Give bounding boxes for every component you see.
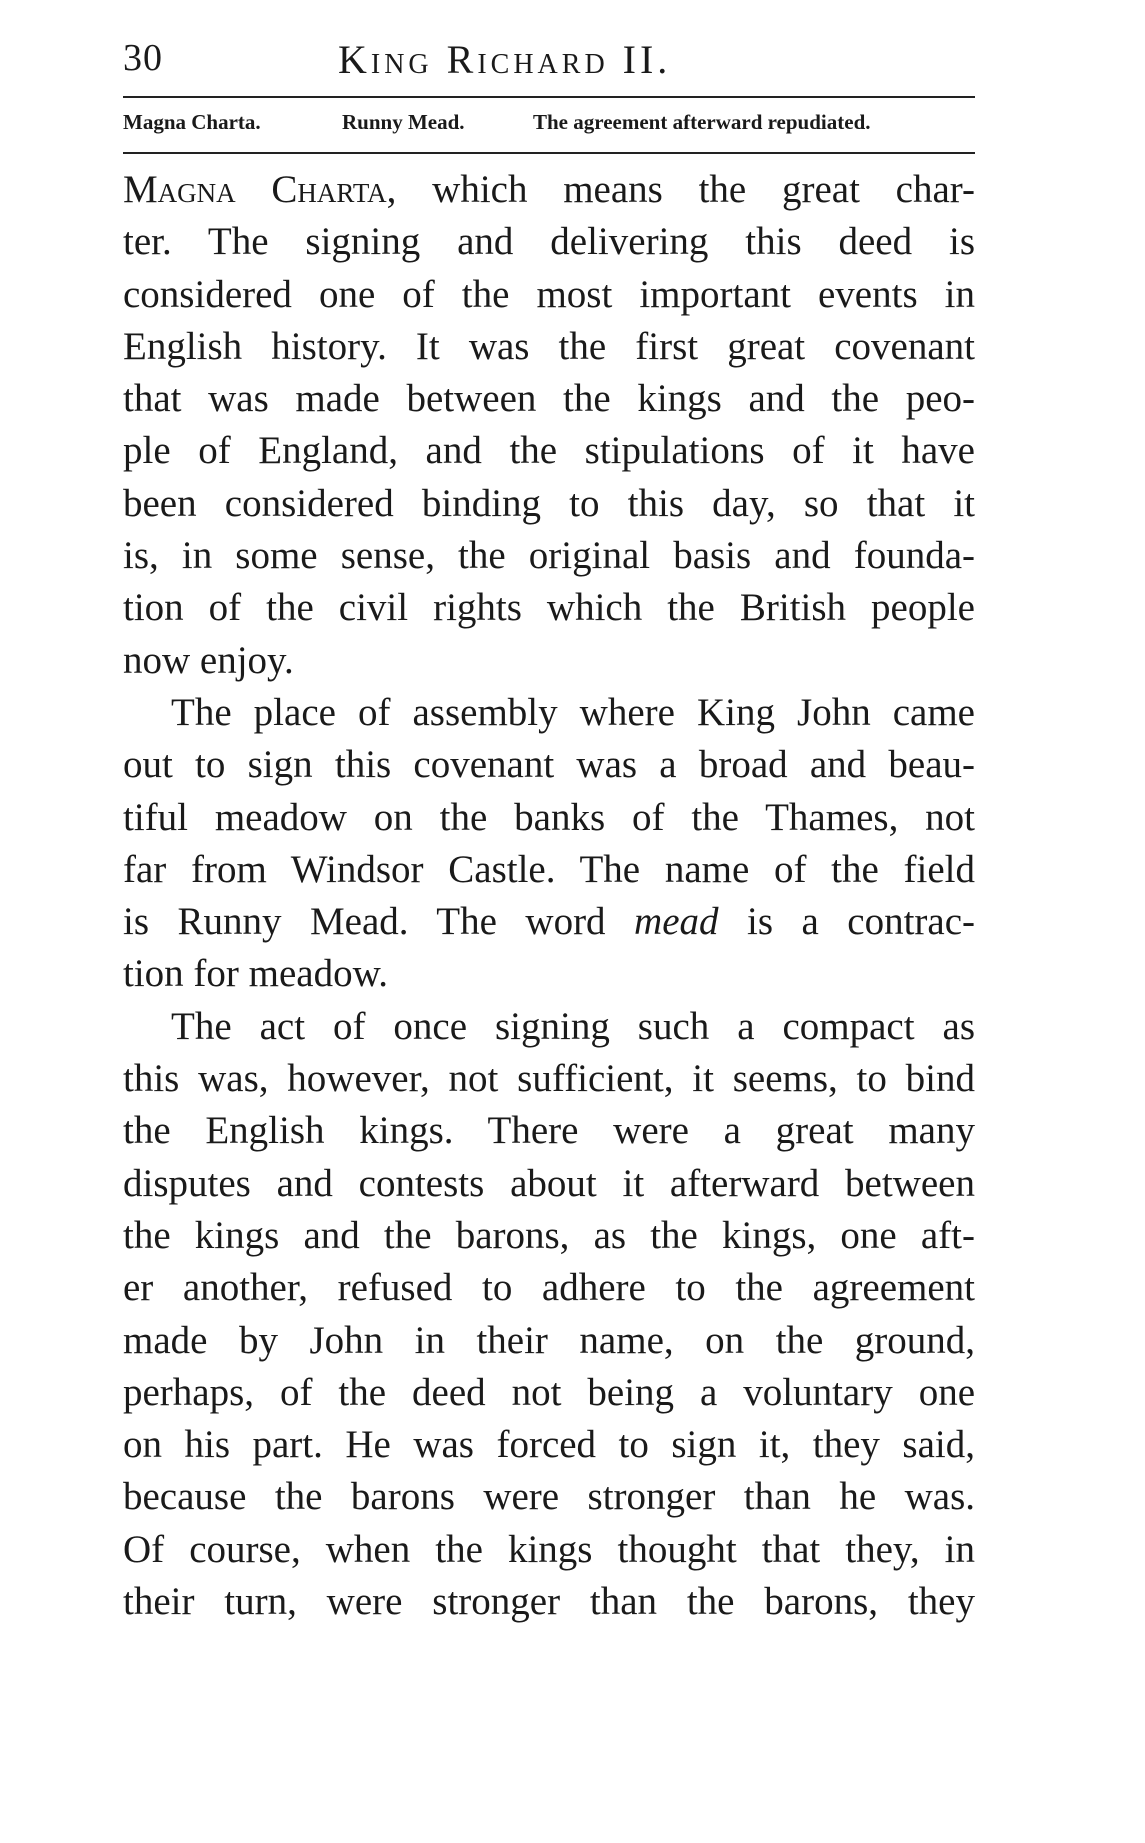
text-fragment: which means the great char- [432, 168, 975, 211]
text-line: the kings and the barons, as the kings, one aft- [123, 1213, 975, 1257]
text-line: because the barons were stronger than he was. [123, 1475, 975, 1519]
header-rule-bottom [123, 152, 975, 154]
text-line: Of course, when the kings thought that they, in [123, 1527, 975, 1571]
text-line: is, in some sense, the original basis and founda- [123, 534, 975, 578]
text-line: ter. The signing and delivering this deed is [123, 220, 975, 264]
text-line: the English kings. There were a great many [123, 1109, 975, 1153]
book-title: King Richard II. [338, 37, 672, 82]
text-line: far from Windsor Castle. The name of the field [123, 847, 975, 891]
text-line: considered one of the most important events in [123, 272, 975, 316]
topic-magna-charta: Magna Charta. [123, 110, 261, 134]
text-fragment: is Runny Mead. [123, 900, 409, 944]
text-line: tiful meadow on the banks of the Thames, not [123, 795, 975, 839]
text-line: ple of England, and the stipulations of it have [123, 429, 975, 473]
text-fragment: The word [436, 900, 606, 944]
body-text [123, 164, 975, 1628]
text-line: er another, refused to adhere to the agreement [123, 1266, 975, 1310]
running-head [123, 30, 975, 90]
lead-word: Charta, [271, 168, 397, 211]
paragraph-1 [123, 164, 975, 687]
italic-term: mead [634, 900, 719, 944]
text-fragment: is a contrac- [747, 900, 976, 944]
text-line: on his part. He was forced to sign it, they said, [123, 1423, 975, 1467]
text-line [123, 164, 975, 216]
text-line: disputes and contests about it afterward between [123, 1161, 975, 1205]
topic-agreement-repudiated: The agreement afterward repudiated. [533, 110, 871, 134]
text-line: their turn, were stronger than the barons, they [123, 1580, 975, 1624]
text-line: this was, however, not sufficient, it seems, to bind [123, 1057, 975, 1101]
paragraph-2 [123, 687, 975, 1001]
text-line: that was made between the kings and the peo- [123, 377, 975, 421]
text-line: English history. It was the first great covenant [123, 324, 975, 368]
text-line: perhaps, of the deed not being a voluntary one [123, 1370, 975, 1414]
page-number: 30 [123, 37, 163, 79]
text-line: now enjoy. [123, 638, 294, 682]
text-line: been considered binding to this day, so that it [123, 481, 975, 525]
paragraph-3 [123, 1001, 975, 1629]
topic-headline [123, 110, 975, 144]
text-line: The act of once signing such a compact as [171, 1004, 975, 1048]
text-line: The place of assembly where King John came [171, 690, 975, 734]
text-line: out to sign this covenant was a broad and beau- [123, 743, 975, 787]
topic-runny-mead: Runny Mead. [342, 110, 465, 134]
text-line: tion for meadow. [123, 952, 388, 996]
text-line [123, 896, 975, 948]
lead-word: Magna [123, 168, 236, 211]
text-line: made by John in their name, on the ground, [123, 1318, 975, 1362]
header-rule-top [123, 96, 975, 98]
text-line: tion of the civil rights which the British people [123, 586, 975, 630]
